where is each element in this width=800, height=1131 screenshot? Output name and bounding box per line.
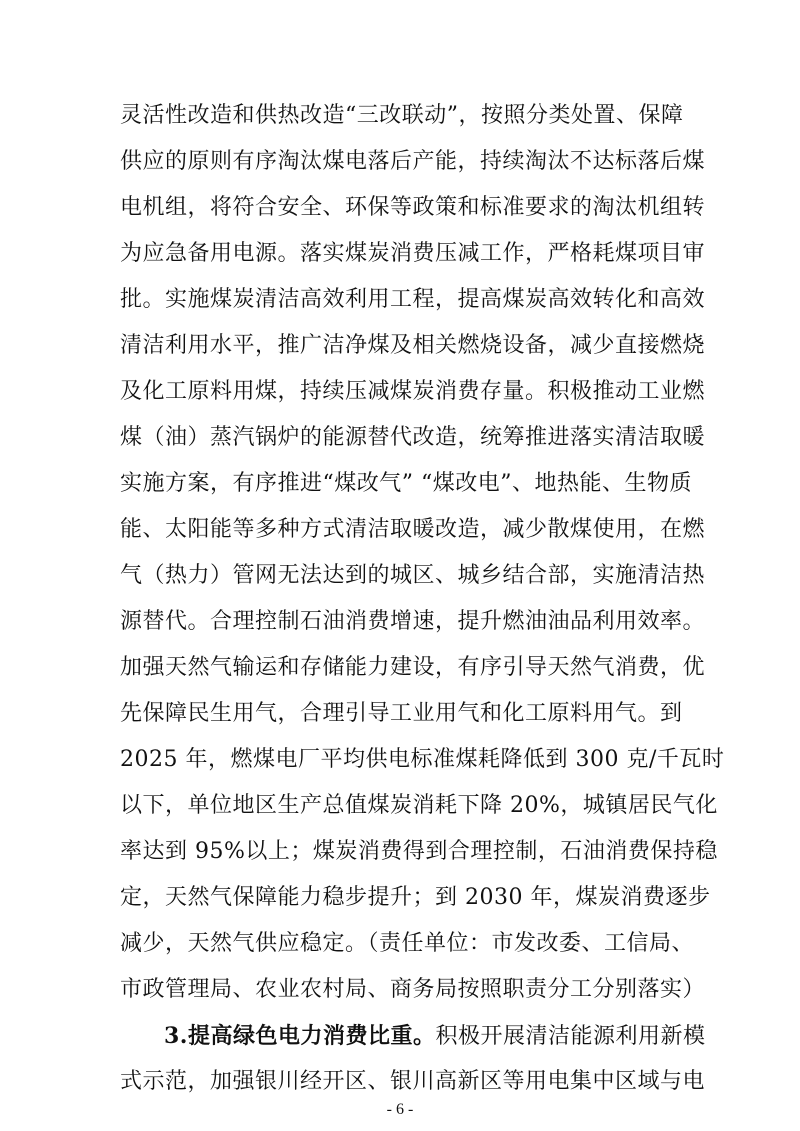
paragraph-line: 实施方案，有序推进“煤改气” “煤改电”、地热能、生物质 <box>120 471 692 496</box>
paragraph-line: 批。实施煤炭清洁高效利用工程，提高煤炭高效转化和高效 <box>120 287 706 312</box>
paragraph-line: 先保障民生用气，合理引导工业用气和化工原料用气。到 <box>120 701 683 726</box>
section-heading-line <box>164 1016 706 1056</box>
paragraph-line: 气（热力）管网无法达到的城区、城乡结合部，实施清洁热 <box>120 563 706 588</box>
paragraph-line: 为应急备用电源。落实煤炭消费压减工作，严格耗煤项目审 <box>120 241 706 266</box>
section-heading: 3.提高绿色电力消费比重。 <box>164 1023 436 1049</box>
paragraph-line: 定，天然气保障能力稳步提升；到 2030 年，煤炭消费逐步 <box>120 885 711 910</box>
paragraph-line: 率达到 95%以上；煤炭消费得到合理控制，石油消费保持稳 <box>120 839 718 864</box>
paragraph-line: 灵活性改造和供热改造“三改联动”，按照分类处置、保障 <box>120 103 684 128</box>
paragraph-line: 煤（油）蒸汽锅炉的能源替代改造，统筹推进落实清洁取暖 <box>120 425 706 450</box>
paragraph-line: 供应的原则有序淘汰煤电落后产能，持续淘汰不达标落后煤 <box>120 149 706 174</box>
paragraph-line: 及化工原料用煤，持续压减煤炭消费存量。积极推动工业燃 <box>120 379 706 404</box>
section-text: 积极开展清洁能源利用新模 <box>435 1024 706 1049</box>
paragraph-line: 能、太阳能等多种方式清洁取暖改造，减少散煤使用，在燃 <box>120 517 706 542</box>
paragraph-line: 清洁利用水平，推广洁净煤及相关燃烧设备，减少直接燃烧 <box>120 333 706 358</box>
paragraph-line: 市政管理局、农业农村局、商务局按照职责分工分别落实） <box>120 977 706 1002</box>
paragraph-line: 加强天然气输运和存储能力建设，有序引导天然气消费，优 <box>120 655 706 680</box>
paragraph-line: 2025 年，燃煤电厂平均供电标准煤耗降低到 300 克/千瓦时 <box>120 747 725 772</box>
page-number: - 6 - <box>386 1101 414 1118</box>
paragraph-line: 以下，单位地区生产总值煤炭消耗下降 20%，城镇居民气化 <box>120 793 718 818</box>
paragraph-line: 式示范，加强银川经开区、银川高新区等用电集中区域与电 <box>120 1069 706 1094</box>
paragraph-line: 电机组，将符合安全、环保等政策和标准要求的淘汰机组转 <box>120 195 706 220</box>
paragraph-line: 源替代。合理控制石油消费增速，提升燃油油品利用效率。 <box>120 609 706 634</box>
paragraph-line: 减少，天然气供应稳定。（责任单位：市发改委、工信局、 <box>120 931 695 956</box>
